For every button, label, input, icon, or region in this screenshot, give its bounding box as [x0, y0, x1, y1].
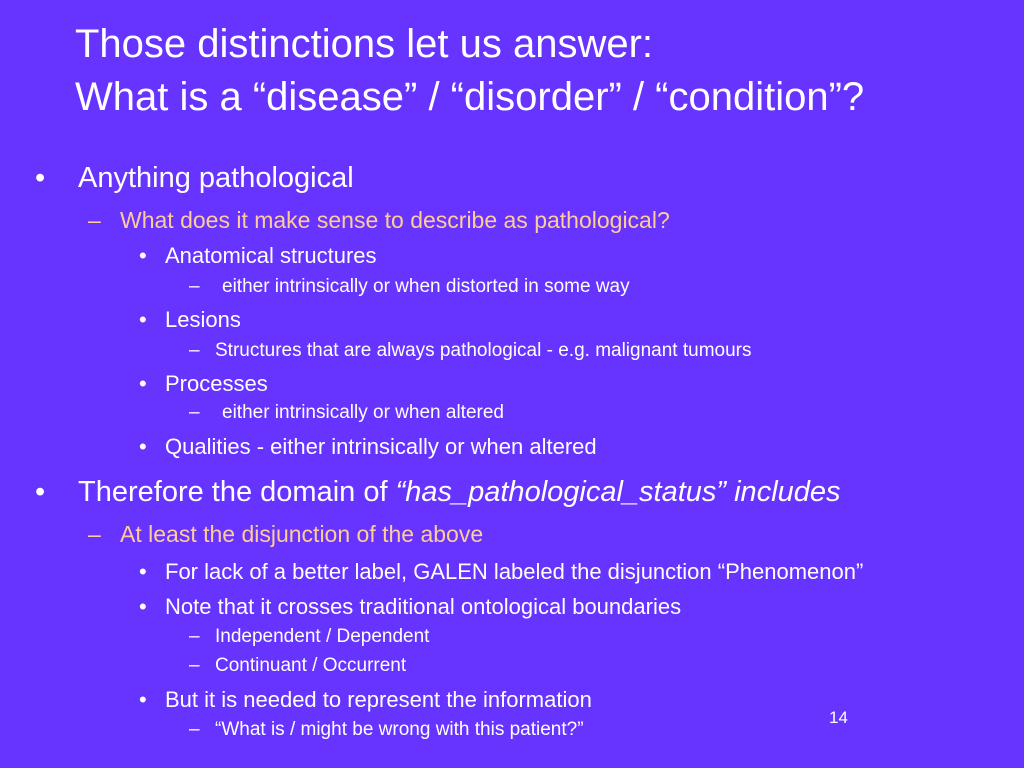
dash-icon: – — [88, 207, 101, 233]
dash-icon: – — [189, 340, 200, 361]
detail-continuant-occurrent — [189, 655, 407, 677]
bullet-icon: • — [139, 243, 147, 268]
detail-anatomical — [189, 276, 630, 298]
item-lack-label — [139, 559, 864, 585]
sub-what-makes-sense — [88, 207, 670, 234]
item-text: For lack of a better label, GALEN labeled the disjunction “Phenomenon” — [165, 559, 864, 584]
item-lesions — [139, 307, 241, 333]
detail-text: Continuant / Occurrent — [215, 655, 407, 676]
detail-text: Structures that are always pathological - e.g. malignant tumours — [215, 340, 752, 361]
item-text: Note that it crosses traditional ontological boundaries — [165, 594, 682, 619]
item-qualities — [139, 434, 597, 460]
bullet-text-italic: “has_pathological_status” includes — [395, 476, 841, 508]
dash-icon: – — [88, 521, 101, 547]
detail-processes — [189, 402, 504, 424]
sub-text: What does it make sense to describe as pathological? — [120, 207, 670, 233]
dash-icon: – — [189, 626, 200, 647]
item-text: Qualities - either intrinsically or when altered — [165, 434, 597, 459]
bullet-icon: • — [139, 687, 147, 712]
bullet-icon: • — [139, 307, 147, 332]
item-text: Processes — [165, 371, 268, 396]
sub-at-least — [88, 521, 484, 548]
bullet-therefore-domain — [35, 476, 841, 509]
detail-text: Independent / Dependent — [215, 626, 430, 647]
dash-icon: – — [189, 402, 200, 423]
detail-text: either intrinsically or when altered — [222, 402, 504, 423]
detail-text: either intrinsically or when distorted in some way — [222, 276, 630, 297]
detail-independent-dependent — [189, 626, 430, 648]
item-text: Lesions — [165, 307, 241, 332]
title-line-2: What is a “disease” / “disorder” / “condition”? — [75, 75, 865, 119]
bullet-anything-pathological — [35, 162, 354, 195]
detail-text: “What is / might be wrong with this patient?” — [215, 719, 584, 740]
bullet-icon: • — [139, 371, 147, 396]
bullet-text: Anything pathological — [78, 162, 354, 194]
slide-title — [75, 18, 864, 124]
bullet-icon: • — [139, 434, 147, 459]
item-processes — [139, 371, 268, 397]
item-but-needed — [139, 687, 592, 713]
bullet-icon: • — [35, 162, 46, 194]
title-line-1: Those distinctions let us answer: — [75, 22, 654, 66]
bullet-text: Therefore the domain of — [78, 476, 396, 508]
item-text: Anatomical structures — [165, 243, 377, 268]
item-note-crosses — [139, 594, 682, 620]
detail-what-is-wrong — [189, 719, 584, 741]
dash-icon: – — [189, 276, 200, 297]
bullet-icon: • — [139, 594, 147, 619]
bullet-icon: • — [139, 559, 147, 584]
dash-icon: – — [189, 655, 200, 676]
item-text: But it is needed to represent the information — [165, 687, 592, 712]
sub-text: At least the disjunction of the above — [120, 521, 484, 547]
dash-icon: – — [189, 719, 200, 740]
page-number: 14 — [829, 708, 848, 727]
detail-lesions — [189, 340, 752, 362]
item-anatomical-structures — [139, 243, 377, 269]
bullet-icon: • — [35, 476, 46, 508]
